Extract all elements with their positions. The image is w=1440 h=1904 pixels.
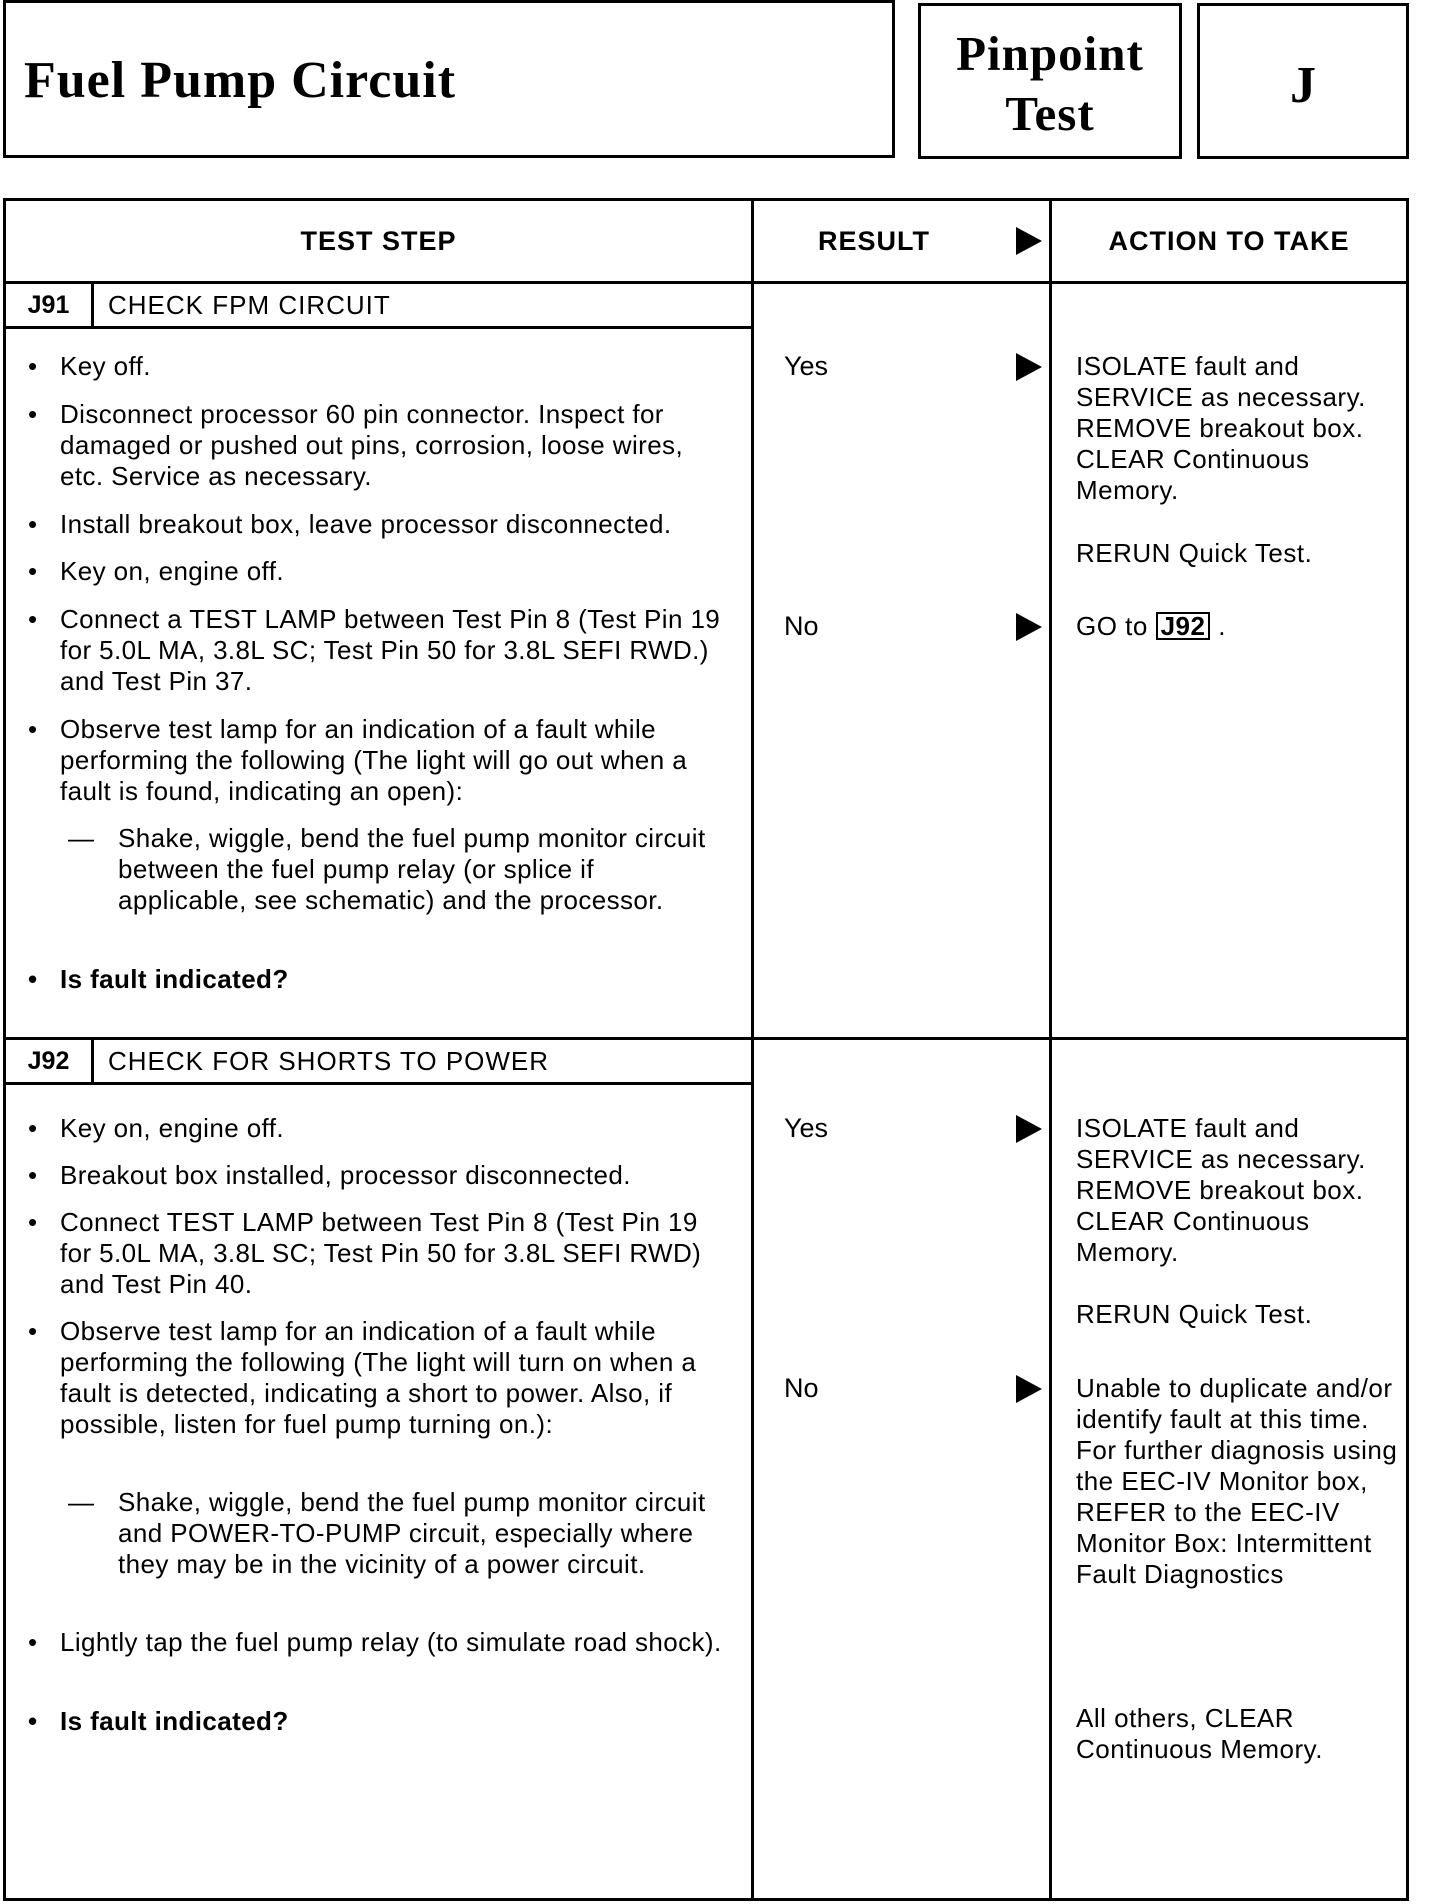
step-id: J92 xyxy=(6,1040,94,1082)
result-yes: Yes xyxy=(784,351,829,381)
list-item: • Connect a TEST LAMP between Test Pin 8 (Test Pin 19 for 5.0L MA, 3.8L SC; Test Pin 50 for 3.8L SEFI RWD.) and Test Pin 37. xyxy=(28,604,721,696)
sub-item: — Shake, wiggle, bend the fuel pump monitor circuit between the fuel pump relay (or splice if applicable, see schematic) and the processor. xyxy=(68,823,706,915)
question: • Is fault indicated? xyxy=(28,964,289,994)
result-no: No xyxy=(784,1373,819,1403)
test-letter-box xyxy=(1197,3,1409,159)
no-arrow-icon xyxy=(1016,1375,1042,1403)
step-title: CHECK FOR SHORTS TO POWER xyxy=(108,1046,550,1076)
list-item: • Install breakout box, leave processor disconnected. xyxy=(28,509,672,539)
column-header-action: ACTION TO TAKE xyxy=(1108,226,1350,256)
list-item: • Observe test lamp for an indication of a fault while performing the following (The light will go out when a fault is found, indicating an open): xyxy=(28,714,688,806)
pinpoint-line1: Pinpoint xyxy=(956,26,1144,81)
result-arrow-icon xyxy=(1016,227,1042,255)
list-item: • Lightly tap the fuel pump relay (to simulate road shock). xyxy=(28,1627,722,1657)
step-title: CHECK FPM CIRCUIT xyxy=(108,290,391,320)
pinpoint-test-box xyxy=(918,3,1182,159)
column-divider-2 xyxy=(1049,201,1052,1898)
list-item: • Observe test lamp for an indication of a fault while performing the following (The light will turn on when a fault is detected, indicating a short to power. Also, if possible, listen for fuel pump turning on.): xyxy=(28,1316,697,1439)
action-no: Unable to duplicate and/or identify fault at this time. For further diagnosis using the EEC-IV Monitor box, REFER to the EEC-IV Monitor Box: Intermittent Fault Diagnostics xyxy=(1076,1373,1398,1589)
action-no: GO to J92 . xyxy=(1076,611,1226,641)
yes-arrow-icon xyxy=(1016,1115,1042,1143)
list-item: • Key on, engine off. xyxy=(28,1113,284,1143)
list-item: • Breakout box installed, processor disconnected. xyxy=(28,1160,631,1190)
test-letter: J xyxy=(1290,57,1316,114)
title-box xyxy=(3,0,895,158)
page-title: Fuel Pump Circuit xyxy=(24,52,457,109)
result-yes: Yes xyxy=(784,1113,829,1143)
list-item: • Disconnect processor 60 pin connector. Inspect for damaged or pushed out pins, corrosion, loose wires, etc. Service as necessary. xyxy=(28,399,684,491)
question: • Is fault indicated? xyxy=(28,1706,289,1736)
column-header-result: RESULT xyxy=(818,226,930,256)
action-yes: ISOLATE fault and SERVICE as necessary. REMOVE breakout box. CLEAR Continuous Memory. xyxy=(1076,1113,1366,1267)
action-yes-rerun: RERUN Quick Test. xyxy=(1076,538,1313,568)
result-no: No xyxy=(784,611,819,641)
step-header-j92 xyxy=(6,1040,753,1085)
action-yes: ISOLATE fault and SERVICE as necessary. REMOVE breakout box. CLEAR Continuous Memory. xyxy=(1076,351,1366,505)
list-item: • Connect TEST LAMP between Test Pin 8 (Test Pin 19 for 5.0L MA, 3.8L SC; Test Pin 50 for 3.8L SEFI RWD) and Test Pin 40. xyxy=(28,1207,702,1299)
step-id: J91 xyxy=(6,284,94,326)
step-reference-j92: J92 xyxy=(1156,612,1211,640)
yes-arrow-icon xyxy=(1016,353,1042,381)
no-arrow-icon xyxy=(1016,613,1042,641)
sub-item: — Shake, wiggle, bend the fuel pump monitor circuit and POWER-TO-PUMP circuit, especially where they may be in the vicinity of a power circuit. xyxy=(68,1487,706,1579)
column-header-test-step: TEST STEP xyxy=(300,226,457,256)
pinpoint-test-label xyxy=(921,24,1179,144)
action-no-others: All others, CLEAR Continuous Memory. xyxy=(1076,1703,1323,1764)
list-item: • Key on, engine off. xyxy=(28,556,284,586)
pinpoint-line2: Test xyxy=(1005,86,1095,141)
step-header-j91 xyxy=(6,284,753,329)
action-yes-rerun: RERUN Quick Test. xyxy=(1076,1299,1313,1329)
list-item: • Key off. xyxy=(28,351,151,381)
pinpoint-table xyxy=(3,198,1409,1901)
